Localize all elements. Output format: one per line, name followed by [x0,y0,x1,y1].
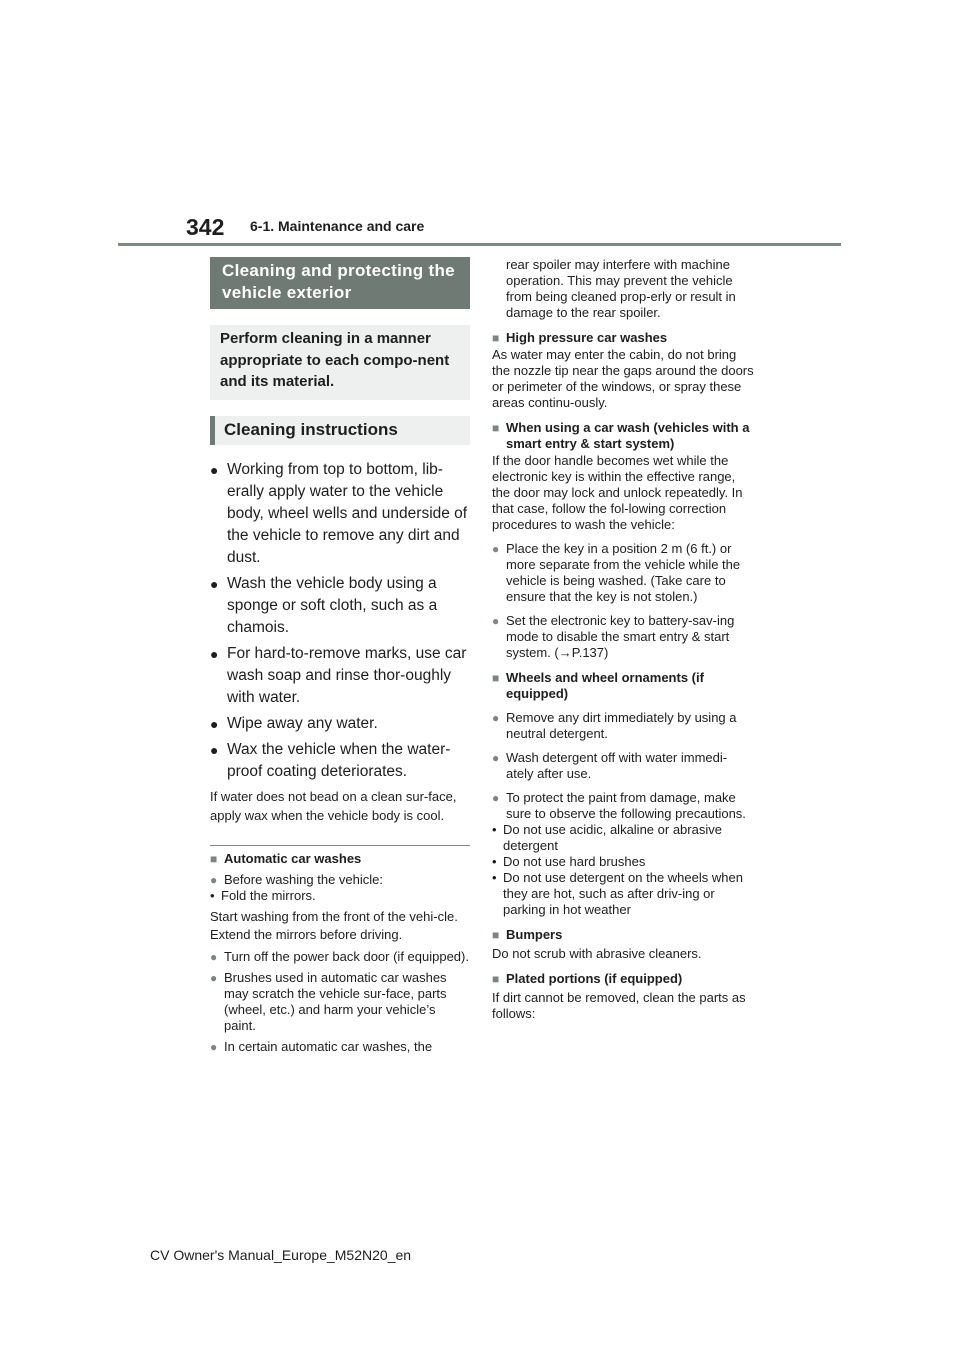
circle-bullet-icon: ● [492,614,500,628]
list-item: • Do not use detergent on the wheels when they are hot, such as after driv-ing or parking in hot weather [492,870,743,917]
plated-heading: ■ Plated portions (if equipped) [492,971,683,986]
square-bullet-icon: ■ [492,972,500,986]
list-item: • Do not use acidic, alkaline or abrasive detergent [492,822,722,853]
spoiler-continuation: rear spoiler may interfere with machine operation. This may prevent the vehicle from being cleaned prop-erly or result in damage to the rear spoiler. [506,257,736,320]
bullet-icon: ● [210,715,219,732]
before-washing-item: ● Before washing the vehicle: [210,871,383,887]
list-item: ● Wipe away any water. [210,713,470,735]
circle-bullet-icon: ● [210,970,218,985]
list-item: • Fold the mirrors. [210,887,316,903]
instructions-heading: Cleaning instructions [210,416,470,445]
square-bullet-icon: ■ [492,928,500,942]
bullet-icon: ● [210,461,219,478]
smart-entry-heading: ■ When using a car wash (vehicles with a smart entry & start system) [492,420,750,451]
circle-bullet-icon: ● [210,872,218,887]
bullet-icon: ● [210,575,219,592]
wash-detergent-item: ● Wash detergent off with water immedi-ately after use. [492,750,728,781]
footer-text: CV Owner's Manual_Europe_M52N20_en [150,1247,412,1263]
power-back-door-item: ● Turn off the power back door (if equipped). [210,948,469,964]
circle-bullet-icon: ● [492,542,500,556]
square-bullet-icon: ■ [492,671,500,685]
list-item: ● Wax the vehicle when the water-proof coating deteriorates. [210,740,451,780]
protect-paint-item: ● To protect the paint from damage, make sure to observe the following precautions. [492,790,746,821]
subsection-divider [210,845,470,846]
page-title: Cleaning and protecting the vehicle exterior [210,257,470,309]
remove-dirt-item: ● Remove any dirt immediately by using a neutral detergent. [492,710,737,741]
bullet-icon: ● [210,741,219,758]
key-position-item: ● Place the key in a position 2 m (6 ft.) or more separate from the vehicle while the vehicle is being washed. (Take care to ensure that the key is not stolen.) [492,541,741,604]
plated-text: If dirt cannot be removed, clean the parts as follows: [492,990,746,1021]
list-item: ● Working from top to bottom, lib-erally apply water to the vehicle body, wheel wells and underside of the vehicle to remove any dirt and dust. [210,460,468,566]
circle-bullet-icon: ● [210,949,218,964]
page-number: 342 [186,214,225,240]
start-washing-text: Start washing from the front of the vehi-cle. Extend the mirrors before driving. [210,908,458,942]
wax-note: If water does not bead on a clean sur-face, apply wax when the vehicle body is cool. [210,788,457,823]
wheels-heading: ■ Wheels and wheel ornaments (if equipped) [492,670,704,701]
square-bullet-icon: ■ [492,331,500,345]
bumpers-heading: ■ Bumpers [492,927,563,942]
precautions-list [492,822,754,918]
smart-entry-text: If the door handle becomes wet while the electronic key is within the effective range, the door may lock and unlock repeatedly. In that case, follow the fol-lowing correction procedures to wash the vehicle: [492,453,743,532]
circle-bullet-icon: ● [492,751,500,765]
high-pressure-heading: ■ High pressure car washes [492,330,668,345]
list-item: ● For hard-to-remove marks, use car wash soap and rinse thor-oughly with water. [210,644,467,706]
intro-text: Perform cleaning in a manner appropriate to each compo-nent and its material. [210,325,470,400]
circle-bullet-icon: ● [492,711,500,725]
bumpers-text: Do not scrub with abrasive cleaners. [492,946,702,961]
header-divider [118,243,841,246]
circle-bullet-icon: ● [210,1039,218,1054]
circle-bullet-icon: ● [492,791,500,805]
bullet-icon: ● [210,645,219,662]
left-column [210,257,470,1055]
section-title: 6-1. Maintenance and care [250,218,425,234]
square-bullet-icon: ■ [492,421,500,435]
list-item: • Do not use hard brushes [492,854,646,869]
right-column [492,257,754,1022]
sub-list [210,888,470,904]
high-pressure-text: As water may enter the cabin, do not bring the nozzle tip near the gaps around the doors or perimeter of the windows, or spray these areas continu-ously. [492,347,754,410]
automatic-washes-heading: ■ Automatic car washes [210,850,362,866]
battery-saving-item: ● Set the electronic key to battery-sav-ing mode to disable the smart entry & start system. (→P.137) [492,613,735,660]
instruction-list [210,459,470,783]
brushes-item: ● Brushes used in automatic car washes may scratch the vehicle sur-face, parts (wheel, etc.) and harm your vehicle’s paint. [210,969,447,1033]
certain-washes-item: ● In certain automatic car washes, the [210,1038,433,1054]
list-item: ● Wash the vehicle body using a sponge or soft cloth, such as a chamois. [210,574,438,636]
square-bullet-icon: ■ [210,851,218,866]
